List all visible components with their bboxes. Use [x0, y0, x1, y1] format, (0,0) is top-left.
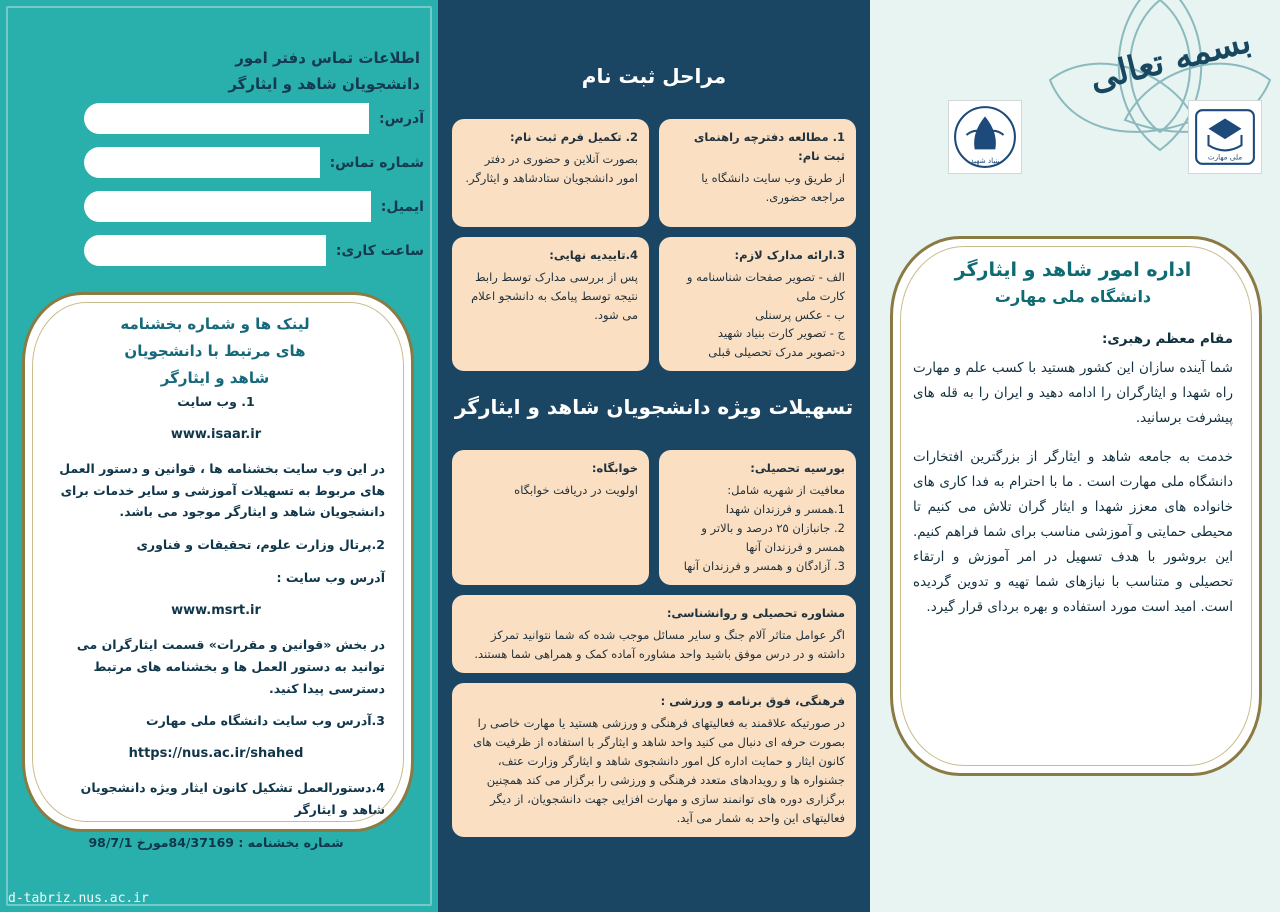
- field-phone-label: شماره تماس:: [320, 147, 430, 178]
- facilities-title: تسهیلات ویژه دانشجویان شاهد و ایثارگر: [454, 395, 854, 420]
- contact-panel-title: [90, 46, 420, 97]
- links-title-line-2: های مرتبط با دانشجویان: [124, 342, 306, 360]
- step-2-text: بصورت آنلاین و حضوری در دفتر امور دانشجویان ستادشاهد و ایثارگر.: [465, 151, 638, 185]
- links-card-title: [47, 311, 383, 392]
- link-item-2-url[interactable]: www.msrt.ir: [171, 603, 261, 618]
- facility-1-lead: معافیت از شهریه شامل:: [727, 482, 845, 497]
- facility-4-title: فرهنگی، فوق برنامه و ورزشی :: [660, 693, 845, 708]
- step-1-title: 1. مطالعه دفترچه راهنمای ثبت نام:: [693, 129, 845, 163]
- steps-title: مراحل ثبت نام: [581, 64, 727, 88]
- step-3-item-3: ج - تصویر کارت بنیاد شهید: [717, 326, 845, 341]
- svg-text:ملی مهارت: ملی مهارت: [1207, 152, 1243, 162]
- link-item-1-url[interactable]: www.isaar.ir: [170, 426, 262, 442]
- step-3-item-4: د-تصویر مدرک تحصیلی قبلی: [708, 345, 845, 360]
- facility-3-text: اگر عوامل متاثر آلام جنگ و سایر مسائل موجب شده که شما نتوانید تمرکز داشته و در درس موفق باشید واحد مشاوره آماده کمک و همراهی شما هستند.: [474, 627, 845, 661]
- step-3-title: 3.ارائه مدارک لازم:: [734, 247, 845, 262]
- step-card-1: [659, 119, 856, 227]
- links-title-line-3: شاهد و ایثارگر: [160, 369, 270, 387]
- field-email-label: ایمیل:: [371, 191, 430, 222]
- step-card-2: [452, 119, 649, 227]
- contact-fields: [84, 103, 424, 279]
- facility-2-text: اولویت در دریافت خوابگاه: [514, 482, 638, 497]
- site-watermark: d-tabriz.nus.ac.ir: [8, 891, 149, 906]
- step-4-title: 4.تاییدیه نهایی:: [549, 247, 638, 262]
- field-working-hours[interactable]: [84, 235, 424, 266]
- link-item-3-heading: 3.آدرس وب سایت دانشگاه ملی مهارت: [146, 713, 385, 729]
- step-1-text: از طریق وب سایت دانشگاه یا مراجعه حضوری.: [701, 170, 845, 204]
- step-card-4: [452, 237, 649, 372]
- cover-card-body: [913, 327, 1233, 634]
- facility-1-title: بورسیه تحصیلی:: [750, 461, 845, 475]
- field-working-hours-label: ساعت کاری:: [326, 235, 430, 266]
- link-item-1-heading: 1. وب سایت: [177, 394, 255, 409]
- field-email[interactable]: [84, 191, 424, 222]
- cover-paragraph: خدمت به جامعه شاهد و ایثارگر از بزرگترین افتخارات دانشگاه ملی مهارت است . ما با احترام به فدا کاری های خانواده های معزز شهدا و ایثار گران تلاش می کنیم تا محیطی حمایتی و آموزشی مناسب برای شما فراهم کنیم. این بروشور با هدف تسهیل در امر آموزش و ارتقاء تحصیلی و متناسب با نیازهای شما تهیه و تدوین گردیده است. امید است مورد استفاده و بهره بردای قرار گیرد.: [913, 448, 1233, 615]
- facility-3-title: مشاوره تحصیلی و روانشناسی:: [666, 605, 845, 620]
- link-item-4-heading: 4.دستورالعمل تشکیل کانون ایثار ویژه دانشجویان شاهد و ایثارگر: [80, 780, 385, 817]
- links-list: [47, 391, 385, 865]
- cover-card: [890, 236, 1262, 776]
- logo-national-skills-university: [1188, 100, 1262, 174]
- logo-bonyad-shahid: [948, 100, 1022, 174]
- link-item-4-note: شماره بخشنامه : 84/37169مورخ 98/7/1: [88, 834, 344, 850]
- svg-text:بنیاد شهید: بنیاد شهید: [970, 155, 1000, 165]
- facility-4-text: در صورتیکه علاقمند به فعالیتهای فرهنگی و ورزشی هستید یا مهارت خاصی را بصورت حرفه ای دنبال می کنید واحد شاهد و ایثارگر با استفاده از ظرفیت های کانون ایثار و حمایت اداره کل امور دانشجوی شاهد و ایثارگر وزارت عتف، جشنواره ها و رویدادهای متعدد فرهنگی و ورزشی را برگزار می کند همچنین برگزاری دوره های توانمند سازی و مهارت افزایی جهت دانشجویان، از دیگر فعالیتهای این واحد به شمار می آید.: [473, 715, 845, 825]
- facility-1-item-2: 2. جانبازان ۲۵ درصد و بالاتر و همسر و فرزندان آنها: [701, 520, 845, 554]
- leader-quote-lead: مقام معظم رهبری:: [1102, 331, 1233, 347]
- link-item-2-heading: 2.پرتال وزارت علوم، تحقیقات و فناوری: [136, 537, 385, 553]
- steps-panel: [438, 0, 870, 912]
- field-address[interactable]: [84, 103, 424, 134]
- field-phone[interactable]: [84, 147, 424, 178]
- step-card-3: [659, 237, 856, 372]
- basmala-text: بسمه تعالی: [1085, 20, 1255, 100]
- links-title-line-1: لینک ها و شماره بخشنامه: [120, 315, 310, 333]
- link-item-2-subheading: آدرس وب سایت :: [276, 570, 385, 586]
- step-3-item-2: ب - عکس پرسنلی: [755, 307, 845, 322]
- step-3-item-1: الف - تصویر صفحات شناسنامه و کارت ملی: [686, 269, 845, 303]
- steps-grid: [438, 105, 870, 372]
- contact-title-line-1: اطلاعات تماس دفتر امور: [235, 49, 420, 67]
- facility-card-cultural-sports: [452, 683, 856, 837]
- link-item-2-text: در بخش «قوانین و مقررات» قسمت ایثارگران می توانید به دستور العمل ها و بخشنامه های مرتبط دسترسی پیدا کنید.: [76, 636, 385, 696]
- facilities-grid: [438, 436, 870, 837]
- contact-panel: [0, 0, 438, 912]
- cover-panel: [870, 0, 1280, 912]
- facility-card-counseling: [452, 595, 856, 673]
- leader-quote: شما آینده سازان این کشور هستید با کسب علم و مهارت راه شهدا و ایثارگران را ادامه دهید و ایران را به قله های پیشرفت برسانید.: [913, 359, 1233, 426]
- cover-card-title: اداره امور شاهد و ایثارگر: [954, 259, 1192, 281]
- contact-title-line-2: دانشجویان شاهد و ایثارگر: [228, 74, 420, 93]
- facility-2-title: خوابگاه:: [591, 461, 638, 475]
- field-address-label: آدرس:: [369, 103, 430, 134]
- facility-1-item-3: 3. آزادگان و همسر و فرزندان آنها: [683, 558, 845, 573]
- links-card: [22, 292, 414, 850]
- link-item-1-text: در این وب سایت بخشنامه ها ، قوانین و دستور العمل های مربوط به تسهیلات آموزشی و سایر خدمات برای دانشجویان شاهد و ایثارگر موجود می باشد.: [59, 460, 385, 520]
- step-4-text: پس از بررسی مدارک توسط رابط نتیجه توسط پیامک به دانشجو اعلام می شود.: [471, 269, 638, 322]
- facility-card-dormitory: [452, 450, 649, 585]
- facility-1-item-1: 1.همسر و فرزندان شهدا: [725, 501, 845, 516]
- link-item-3-url[interactable]: https://nus.ac.ir/shahed: [128, 746, 304, 762]
- facility-card-scholarship: [659, 450, 856, 585]
- cover-card-subtitle: دانشگاه ملی مهارت: [994, 287, 1152, 306]
- step-2-title: 2. تکمیل فرم ثبت نام:: [509, 129, 638, 144]
